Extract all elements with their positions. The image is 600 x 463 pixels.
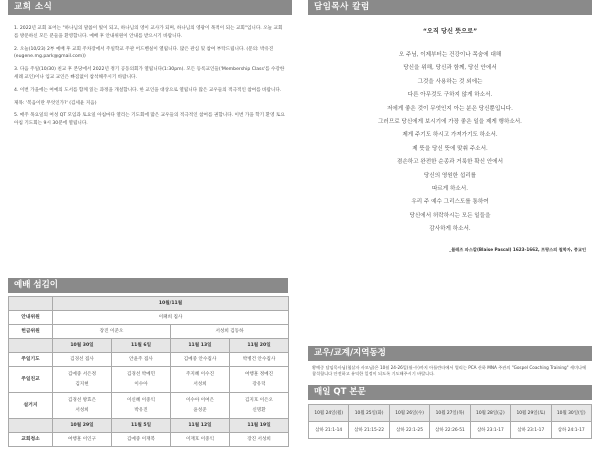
role-label: 헌금위원 <box>9 325 53 339</box>
table-row <box>9 325 289 339</box>
news-item: 1. 2022년 교회 표어는 "하나님의 말씀이 빛이 되고, 하나님의 영이 교사가 되며, 하나님의 영광이 목적이 되는 교회"입니다. 오늘 교회를 방문하신 모든 분들을 환영합니다. 예배 후 안내위원이 안내를 받으시기 바랍니다. <box>14 26 283 39</box>
poem-line: 제게 주기도 하시고 가져가기도 하소서. <box>402 132 498 139</box>
table-cell: 김예중 이재복 <box>112 433 171 447</box>
date-cell: 10월 30일 <box>53 339 112 353</box>
poem-line: 그것을 사용하는 것 외에는 <box>417 78 483 85</box>
sermon-source: _블레즈 파스칼(Blaise Pascal) 1623-1662, 프랑스의 철학자, 종교인 <box>449 246 586 252</box>
worship-table <box>8 296 289 447</box>
table-cell: 김예중 서은정 김지현 <box>53 367 112 393</box>
poem-line: 제 뜻을 당신 뜻에 맞춰 주소서. <box>412 145 488 152</box>
poem-line: 겸손하고 완전한 순종과 거룩한 확신 안에서 <box>396 159 504 166</box>
news-item: 제목: '복음이란 무엇인가?' (김세윤 지음) <box>14 100 97 106</box>
poem-line: 다른 아무것도 구하지 않게 하소서. <box>407 92 493 99</box>
table-row <box>9 393 289 419</box>
table-row <box>9 433 289 447</box>
date-cell: 11월 19일 <box>230 419 289 433</box>
table-row <box>309 422 592 439</box>
qt-passage: 삼하 23:1-17 <box>511 422 551 439</box>
qt-date: 10월 27일(목) <box>430 405 470 422</box>
qt-date: 10월 28일(금) <box>470 405 510 422</box>
date-cell: 11월 5일 <box>112 419 171 433</box>
qt-date: 10월 25일(화) <box>349 405 389 422</box>
poem-line: 따르게 하소서. <box>432 186 468 193</box>
role-label: 교회청소 <box>9 433 53 447</box>
qt-passage: 삼하 24:1-17 <box>551 422 591 439</box>
poem-line: 우리 주 예수 그리스도를 통하여 <box>411 199 489 206</box>
table-row <box>9 419 289 433</box>
news-list <box>8 25 292 128</box>
table-row <box>309 405 592 422</box>
date-cell: 11월 13일 <box>171 339 230 353</box>
table-cell: 박병건 안수집사 <box>230 353 289 367</box>
qt-table <box>308 404 592 439</box>
table-cell: 이신혜 이중익 박유진 <box>112 393 171 419</box>
qt-passage: 삼하 22:26-51 <box>430 422 470 439</box>
poem-line: 당신을 위해, 당신과 함께, 당신 안에서 <box>403 65 497 72</box>
worship-header: 예배 섬김이 <box>8 278 288 293</box>
news-item: 2. 오늘(10/23) 2부 예배 후 교회 주차장에서 주일학교 주관 어드벤실이 열립니다. 많은 관심 및 참여 부탁드립니다. (문의: 박유진 (eugene.mg.park@gmail.com)) <box>14 46 274 60</box>
role-label: 주일기도 <box>9 353 53 367</box>
qt-passage: 삼하 23:1-17 <box>470 422 510 439</box>
table-cell: 주지혜 이수진 서성희 <box>171 367 230 393</box>
date-cell: 11월 6일 <box>112 339 171 353</box>
sermon-heading: “오직 당신 뜻으로” <box>422 28 478 35</box>
table-cell: 여행훈 정예진 강유덕 <box>230 367 289 393</box>
table-cell: 김지호 이은오 신명환 <box>230 393 289 419</box>
date-cell: 11월 12일 <box>171 419 230 433</box>
table-cell: 김경선 박예민 이수아 <box>112 367 171 393</box>
news-item: 3. 다음 주일(10/30) 친교 후 본당에서 2022년 정기 공동의회가 열립니다(1:30pm). 모든 등록교인들('Membership Class'를 수강한 세례 교인)이나 입교 교인은 빠짐없이 참석해주시기 바랍니다. <box>14 67 285 80</box>
table-cell: 김경선 집사 <box>53 353 112 367</box>
qt-passage: 삼하 21:1-14 <box>309 422 349 439</box>
poem-line: 저에게 좋은 것이 무엇인지 아는 분은 당신뿐입니다. <box>387 105 513 112</box>
table-cell: 김예중 안수집사 <box>171 353 230 367</box>
qt-passage: 삼하 21:15-22 <box>349 422 389 439</box>
poem-line: 당신의 영원한 섭리를 <box>423 172 477 179</box>
table-cell: 김경선 방효은 서성희 <box>53 393 112 419</box>
qt-passage: 삼하 22:1-25 <box>389 422 429 439</box>
role-label: 주일친교 <box>9 367 53 393</box>
poem-line: 당신에서 허락하시는 모든 일들을 <box>409 212 491 219</box>
table-cell: 안윤주 집사 <box>112 353 171 367</box>
news-item: 4. 이번 가을에는 여예의 도서를 함께 읽는 과정을 개설합니다. 한 교인을 대상으로 열립니다 많은 교우들의 적극적인 참여를 바랍니다. <box>14 87 282 93</box>
poem-line: 오 주님, 이제부터는 건강이나 목숨에 대해 <box>398 52 502 58</box>
table-cell: 이패희 집사 <box>53 311 289 325</box>
date-cell: 11월 20일 <box>230 339 289 353</box>
community-news-text: 황예중 담임목사님(협살자 사모님)은 10월 24-26일(월-수)까지 아틀란타에서 열리는 PCA 산하 MNA 주관의 "Gospel Coaching Training" 세미나에 참석합니다 안전하고 유익한 일정이 되도록 기도해주시기 바랍니다. <box>312 365 587 377</box>
qt-header: 매일 QT 본문 <box>308 385 592 400</box>
table-cell: 장진 서성희 <box>230 433 289 447</box>
poem <box>308 49 592 237</box>
table-cell: 여행훈 이인구 <box>53 433 112 447</box>
qt-date: 10월 26일(수) <box>389 405 429 422</box>
table-row <box>9 367 289 393</box>
table-row <box>9 339 289 353</box>
table-row <box>9 297 289 311</box>
worship-section <box>8 278 288 447</box>
qt-date: 10월 30일(일) <box>551 405 591 422</box>
table-cell: 서성희 김동하 <box>171 325 289 339</box>
table-row <box>9 353 289 367</box>
table-row <box>9 311 289 325</box>
qt-section <box>308 385 592 439</box>
poem-line: 그러므로 당신에게 보시기에 가장 좋은 일을 제게 행하소서. <box>378 119 522 126</box>
sermon-header: 담임목사 칼럼 <box>308 0 592 15</box>
role-label: 설거지 <box>9 393 53 419</box>
role-label: 안내위원 <box>9 311 53 325</box>
table-cell: 장진 이준오 <box>53 325 171 339</box>
table-cell: 이수아 이여은 윤성준 <box>171 393 230 419</box>
month-cell: 10월/11월 <box>53 297 289 311</box>
sermon-section <box>308 0 592 253</box>
date-cell: 10월 29일 <box>53 419 112 433</box>
community-news-section <box>308 346 592 378</box>
news-section <box>8 0 292 133</box>
table-cell: 이재호 이중익 <box>171 433 230 447</box>
news-header: 교회 소식 <box>8 0 292 15</box>
poem-line: 감사하게 하소서. <box>429 226 471 233</box>
qt-date: 10월 24일(월) <box>309 405 349 422</box>
news-item: 5. 매주 목요일의 여성 QT 모임과 토요일 아침마다 열리는 기도회에 많은 교우들의 적극적인 참여를 권합니다. 이번 가을 학기 환영 토요 아침 기도회는 9시 30분에 열립니다. <box>14 113 285 127</box>
qt-date: 10월 29일(토) <box>511 405 551 422</box>
community-news-header: 교우/교계/지역동정 <box>308 346 592 361</box>
